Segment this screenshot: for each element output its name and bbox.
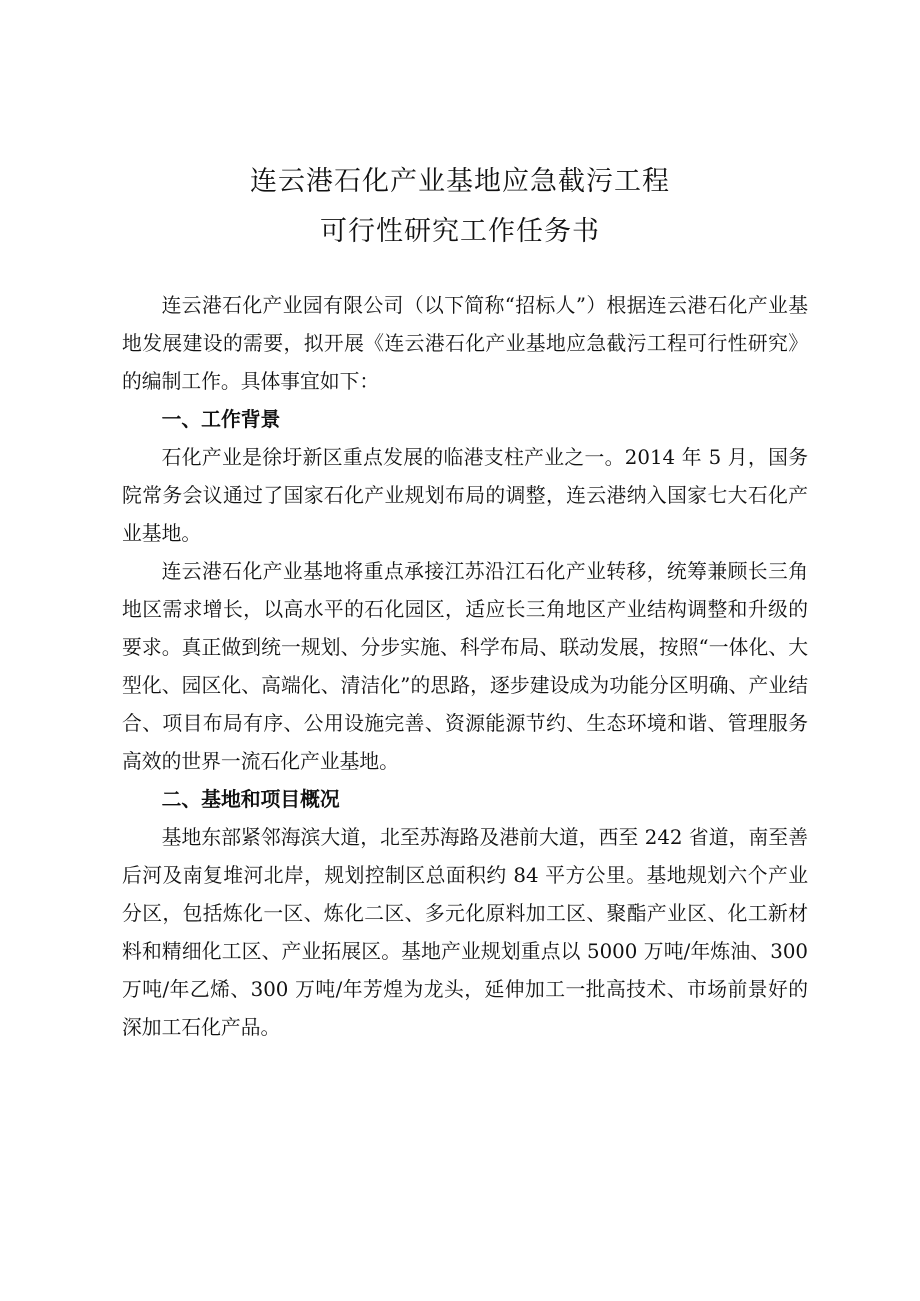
overview-paragraph-1: 基地东部紧邻海滨大道，北至苏海路及港前大道，西至 242 省道，南至善后河及南复堆河北岸，规划控制区总面积约 84 平方公里。基地规划六个产业分区，包括炼化一区、炼化二区、多元化原料加工区、聚酯产业区、化工新材料和精细化工区、产业拓展区。基地产业规划重点以 5000 万吨/年炼油、300 万吨/年乙烯、300 万吨/年芳煌为龙头，延伸加工一批高技术、市场前景好的深加工石化产品。 <box>122 826 808 1039</box>
background-paragraph-1: 石化产业是徐圩新区重点发展的临港支柱产业之一。2014 年 5 月，国务院常务会议通过了国家石化产业规划布局的调整，连云港纳入国家七大石化产业基地。 <box>122 446 808 545</box>
background-paragraph-2: 连云港石化产业基地将重点承接江苏沿江石化产业转移，统筹兼顾长三角地区需求增长，以高水平的石化园区，适应长三角地区产业结构调整和升级的要求。真正做到统一规划、分步实施、科学布局、联动发展，按照“一体化、大型化、园区化、高端化、清洁化”的思路，逐步建设成为功能分区明确、产业结合、项目布局有序、公用设施完善、资源能源节约、生态环境和谐、管理服务高效的世界一流石化产业基地。 <box>122 560 808 773</box>
section-heading-overview: 二、基地和项目概况 <box>161 788 340 811</box>
document-body <box>122 287 808 1047</box>
document-title-line-1: 连云港石化产业基地应急截污工程 <box>250 166 670 197</box>
document-title-line-2: 可行性研究工作任务书 <box>320 216 600 247</box>
intro-paragraph: 连云港石化产业园有限公司（以下简称“招标人”）根据连云港石化产业基地发展建设的需要，拟开展《连云港石化产业基地应急截污工程可行性研究》的编制工作。具体事宜如下： <box>122 294 808 393</box>
section-heading-background: 一、工作背景 <box>161 408 281 431</box>
